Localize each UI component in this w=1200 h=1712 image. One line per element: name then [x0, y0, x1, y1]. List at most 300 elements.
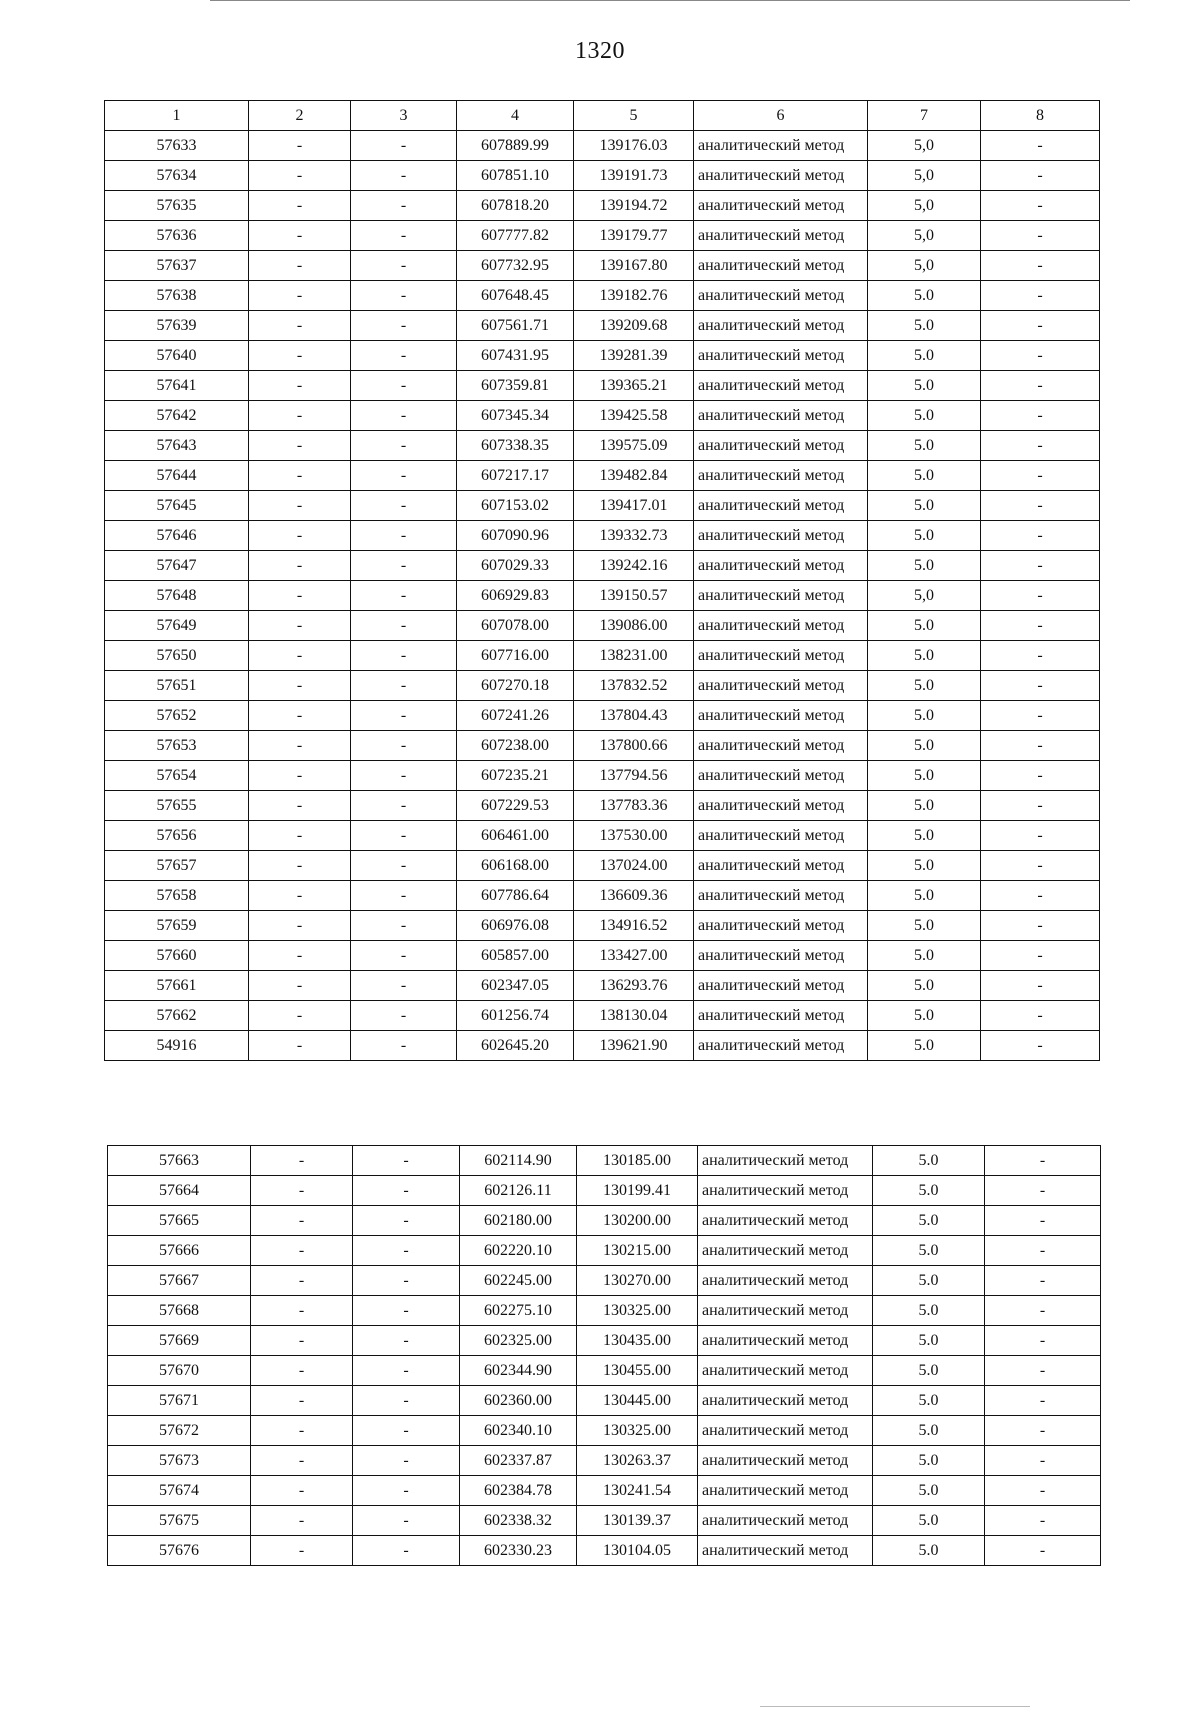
- col-4-cell: 606461.00: [457, 821, 574, 851]
- col-8-cell: -: [981, 431, 1100, 461]
- col-8-cell: -: [981, 551, 1100, 581]
- col-3-cell: -: [353, 1476, 460, 1506]
- col-2-cell: -: [251, 1416, 353, 1446]
- table-row: [105, 131, 1100, 161]
- col-7-cell: 5.0: [868, 701, 981, 731]
- col-6-cell: аналитический метод: [694, 761, 868, 791]
- table-1-body: [105, 101, 1100, 1061]
- col-4-cell: 607270.18: [457, 671, 574, 701]
- col-3-cell: -: [351, 551, 457, 581]
- col-8-cell: -: [981, 161, 1100, 191]
- col-3-cell: -: [351, 521, 457, 551]
- col-2-cell: -: [251, 1446, 353, 1476]
- col-6-cell: аналитический метод: [694, 461, 868, 491]
- col-8-cell: -: [985, 1446, 1101, 1476]
- table-row: [108, 1146, 1101, 1176]
- col-5-cell: 139194.72: [574, 191, 694, 221]
- col-2-cell: -: [249, 131, 351, 161]
- col-4-cell: 602245.00: [460, 1266, 577, 1296]
- col-6-cell: аналитический метод: [698, 1476, 873, 1506]
- col-4-cell: 607229.53: [457, 791, 574, 821]
- col-1-cell: 57659: [105, 911, 249, 941]
- col-5-cell: 137804.43: [574, 701, 694, 731]
- col-8-cell: -: [981, 521, 1100, 551]
- col-7-cell: 5.0: [868, 311, 981, 341]
- col-1-cell: 57657: [105, 851, 249, 881]
- col-7-cell: 5.0: [868, 431, 981, 461]
- col-6-cell: аналитический метод: [694, 1031, 868, 1061]
- col-3-cell: -: [351, 671, 457, 701]
- col-1-cell: 57634: [105, 161, 249, 191]
- col-7-cell: 5.0: [868, 551, 981, 581]
- col-8-cell: -: [985, 1356, 1101, 1386]
- col-2-cell: -: [249, 191, 351, 221]
- col-2-cell: -: [251, 1506, 353, 1536]
- table-row: [105, 521, 1100, 551]
- col-1-cell: 57656: [105, 821, 249, 851]
- col-8-cell: -: [985, 1476, 1101, 1506]
- col-3-cell: -: [351, 821, 457, 851]
- col-2-cell: -: [249, 491, 351, 521]
- table-row: [105, 671, 1100, 701]
- col-5-cell: 137024.00: [574, 851, 694, 881]
- col-8-cell: -: [985, 1236, 1101, 1266]
- col-2-cell: -: [249, 431, 351, 461]
- col-2-cell: -: [249, 1001, 351, 1031]
- header-cell-3: 3: [351, 101, 457, 131]
- col-7-cell: 5,0: [868, 251, 981, 281]
- col-3-cell: -: [353, 1506, 460, 1536]
- col-6-cell: аналитический метод: [698, 1386, 873, 1416]
- col-2-cell: -: [249, 791, 351, 821]
- col-5-cell: 139332.73: [574, 521, 694, 551]
- col-4-cell: 607359.81: [457, 371, 574, 401]
- col-4-cell: 606976.08: [457, 911, 574, 941]
- col-1-cell: 57644: [105, 461, 249, 491]
- col-5-cell: 137530.00: [574, 821, 694, 851]
- col-7-cell: 5.0: [868, 281, 981, 311]
- col-6-cell: аналитический метод: [694, 641, 868, 671]
- col-5-cell: 139621.90: [574, 1031, 694, 1061]
- table-row: [105, 191, 1100, 221]
- col-2-cell: -: [249, 221, 351, 251]
- col-8-cell: -: [981, 371, 1100, 401]
- col-7-cell: 5.0: [873, 1236, 985, 1266]
- col-8-cell: -: [985, 1386, 1101, 1416]
- col-5-cell: 139086.00: [574, 611, 694, 641]
- col-4-cell: 607732.95: [457, 251, 574, 281]
- table-row: [105, 581, 1100, 611]
- col-5-cell: 139482.84: [574, 461, 694, 491]
- col-1-cell: 57641: [105, 371, 249, 401]
- col-5-cell: 130325.00: [577, 1296, 698, 1326]
- col-7-cell: 5,0: [868, 581, 981, 611]
- col-3-cell: -: [351, 161, 457, 191]
- col-5-cell: 133427.00: [574, 941, 694, 971]
- col-8-cell: -: [985, 1416, 1101, 1446]
- col-5-cell: 130435.00: [577, 1326, 698, 1356]
- col-1-cell: 57637: [105, 251, 249, 281]
- col-2-cell: -: [249, 401, 351, 431]
- col-2-cell: -: [249, 611, 351, 641]
- col-1-cell: 57633: [105, 131, 249, 161]
- col-2-cell: -: [249, 1031, 351, 1061]
- col-7-cell: 5.0: [873, 1416, 985, 1446]
- col-6-cell: аналитический метод: [694, 791, 868, 821]
- col-6-cell: аналитический метод: [698, 1266, 873, 1296]
- table-row: [105, 401, 1100, 431]
- table-row: [105, 851, 1100, 881]
- table-row: [108, 1416, 1101, 1446]
- col-6-cell: аналитический метод: [694, 911, 868, 941]
- col-2-cell: -: [251, 1356, 353, 1386]
- col-8-cell: -: [981, 221, 1100, 251]
- col-4-cell: 605857.00: [457, 941, 574, 971]
- col-1-cell: 57649: [105, 611, 249, 641]
- col-6-cell: аналитический метод: [698, 1176, 873, 1206]
- col-3-cell: -: [353, 1416, 460, 1446]
- col-7-cell: 5.0: [868, 1001, 981, 1031]
- col-6-cell: аналитический метод: [694, 191, 868, 221]
- col-8-cell: -: [981, 191, 1100, 221]
- col-3-cell: -: [351, 281, 457, 311]
- col-8-cell: -: [981, 311, 1100, 341]
- col-3-cell: -: [351, 881, 457, 911]
- col-4-cell: 607090.96: [457, 521, 574, 551]
- table-row: [105, 881, 1100, 911]
- table-row: [108, 1326, 1101, 1356]
- col-3-cell: -: [353, 1176, 460, 1206]
- col-1-cell: 57652: [105, 701, 249, 731]
- col-1-cell: 57667: [108, 1266, 251, 1296]
- col-8-cell: -: [981, 401, 1100, 431]
- header-cell-6: 6: [694, 101, 868, 131]
- bottom-scan-line: [760, 1706, 1030, 1707]
- col-1-cell: 57675: [108, 1506, 251, 1536]
- col-1-cell: 57651: [105, 671, 249, 701]
- col-3-cell: -: [351, 431, 457, 461]
- table-row: [108, 1356, 1101, 1386]
- col-8-cell: -: [981, 701, 1100, 731]
- col-5-cell: 130270.00: [577, 1266, 698, 1296]
- col-7-cell: 5.0: [873, 1326, 985, 1356]
- col-2-cell: -: [249, 581, 351, 611]
- table-row: [105, 971, 1100, 1001]
- col-3-cell: -: [351, 311, 457, 341]
- col-6-cell: аналитический метод: [694, 131, 868, 161]
- col-8-cell: -: [985, 1536, 1101, 1566]
- col-2-cell: -: [249, 941, 351, 971]
- col-6-cell: аналитический метод: [694, 311, 868, 341]
- col-8-cell: -: [981, 881, 1100, 911]
- col-3-cell: -: [351, 131, 457, 161]
- col-3-cell: -: [351, 401, 457, 431]
- col-7-cell: 5.0: [873, 1296, 985, 1326]
- table-row: [105, 311, 1100, 341]
- col-4-cell: 607716.00: [457, 641, 574, 671]
- col-1-cell: 57653: [105, 731, 249, 761]
- table-row: [105, 371, 1100, 401]
- col-7-cell: 5.0: [868, 971, 981, 1001]
- col-1-cell: 57663: [108, 1146, 251, 1176]
- col-7-cell: 5.0: [873, 1476, 985, 1506]
- col-7-cell: 5.0: [868, 941, 981, 971]
- col-3-cell: -: [351, 851, 457, 881]
- col-3-cell: -: [351, 371, 457, 401]
- col-6-cell: аналитический метод: [694, 611, 868, 641]
- col-5-cell: 130104.05: [577, 1536, 698, 1566]
- col-2-cell: -: [249, 371, 351, 401]
- table-row: [105, 161, 1100, 191]
- col-3-cell: -: [351, 1001, 457, 1031]
- col-2-cell: -: [249, 731, 351, 761]
- col-4-cell: 602330.23: [460, 1536, 577, 1566]
- table-row: [108, 1206, 1101, 1236]
- col-1-cell: 57638: [105, 281, 249, 311]
- col-6-cell: аналитический метод: [698, 1146, 873, 1176]
- col-5-cell: 139425.58: [574, 401, 694, 431]
- col-3-cell: -: [351, 791, 457, 821]
- col-4-cell: 602325.00: [460, 1326, 577, 1356]
- col-4-cell: 607217.17: [457, 461, 574, 491]
- col-1-cell: 57646: [105, 521, 249, 551]
- col-7-cell: 5.0: [873, 1206, 985, 1236]
- coordinates-table-2: [107, 1145, 1101, 1566]
- col-7-cell: 5,0: [868, 221, 981, 251]
- col-2-cell: -: [251, 1476, 353, 1506]
- col-5-cell: 139417.01: [574, 491, 694, 521]
- col-2-cell: -: [251, 1296, 353, 1326]
- table-row: [105, 791, 1100, 821]
- col-3-cell: -: [353, 1266, 460, 1296]
- table-row: [108, 1476, 1101, 1506]
- col-2-cell: -: [249, 671, 351, 701]
- col-7-cell: 5.0: [868, 791, 981, 821]
- col-1-cell: 57645: [105, 491, 249, 521]
- col-5-cell: 139191.73: [574, 161, 694, 191]
- col-6-cell: аналитический метод: [698, 1206, 873, 1236]
- col-5-cell: 139242.16: [574, 551, 694, 581]
- table-row: [105, 641, 1100, 671]
- col-4-cell: 607431.95: [457, 341, 574, 371]
- col-2-cell: -: [251, 1536, 353, 1566]
- col-5-cell: 139281.39: [574, 341, 694, 371]
- col-5-cell: 139167.80: [574, 251, 694, 281]
- col-3-cell: -: [351, 971, 457, 1001]
- col-2-cell: -: [249, 971, 351, 1001]
- table-row: [105, 221, 1100, 251]
- col-8-cell: -: [985, 1176, 1101, 1206]
- col-1-cell: 57647: [105, 551, 249, 581]
- col-6-cell: аналитический метод: [694, 161, 868, 191]
- col-8-cell: -: [981, 251, 1100, 281]
- header-cell-4: 4: [457, 101, 574, 131]
- col-2-cell: -: [249, 761, 351, 791]
- col-7-cell: 5.0: [873, 1356, 985, 1386]
- col-1-cell: 57655: [105, 791, 249, 821]
- col-6-cell: аналитический метод: [694, 671, 868, 701]
- col-1-cell: 57669: [108, 1326, 251, 1356]
- col-4-cell: 602114.90: [460, 1146, 577, 1176]
- col-7-cell: 5.0: [868, 461, 981, 491]
- col-3-cell: -: [351, 911, 457, 941]
- col-7-cell: 5.0: [868, 341, 981, 371]
- col-4-cell: 607851.10: [457, 161, 574, 191]
- col-1-cell: 57640: [105, 341, 249, 371]
- col-7-cell: 5.0: [873, 1146, 985, 1176]
- col-2-cell: -: [249, 551, 351, 581]
- col-4-cell: 602338.32: [460, 1506, 577, 1536]
- col-1-cell: 57636: [105, 221, 249, 251]
- col-1-cell: 57662: [105, 1001, 249, 1031]
- col-6-cell: аналитический метод: [694, 491, 868, 521]
- col-8-cell: -: [981, 851, 1100, 881]
- col-8-cell: -: [981, 611, 1100, 641]
- top-scan-line: [210, 0, 1130, 1]
- col-4-cell: 607786.64: [457, 881, 574, 911]
- col-2-cell: -: [249, 821, 351, 851]
- col-7-cell: 5.0: [868, 881, 981, 911]
- table-row: [105, 821, 1100, 851]
- col-4-cell: 607345.34: [457, 401, 574, 431]
- col-7-cell: 5.0: [868, 521, 981, 551]
- col-7-cell: 5,0: [868, 131, 981, 161]
- col-5-cell: 137832.52: [574, 671, 694, 701]
- col-7-cell: 5.0: [873, 1176, 985, 1206]
- col-6-cell: аналитический метод: [698, 1236, 873, 1266]
- col-5-cell: 139182.76: [574, 281, 694, 311]
- col-3-cell: -: [351, 491, 457, 521]
- col-4-cell: 607238.00: [457, 731, 574, 761]
- col-1-cell: 57639: [105, 311, 249, 341]
- col-7-cell: 5.0: [868, 1031, 981, 1061]
- col-3-cell: -: [351, 941, 457, 971]
- col-8-cell: -: [981, 491, 1100, 521]
- table-row: [108, 1386, 1101, 1416]
- col-4-cell: 607078.00: [457, 611, 574, 641]
- col-3-cell: -: [351, 191, 457, 221]
- col-8-cell: -: [981, 761, 1100, 791]
- col-5-cell: 130199.41: [577, 1176, 698, 1206]
- col-8-cell: -: [981, 281, 1100, 311]
- col-8-cell: -: [981, 131, 1100, 161]
- col-6-cell: аналитический метод: [694, 1001, 868, 1031]
- col-2-cell: -: [249, 461, 351, 491]
- table-row: [108, 1176, 1101, 1206]
- col-7-cell: 5.0: [868, 761, 981, 791]
- col-7-cell: 5.0: [873, 1536, 985, 1566]
- col-3-cell: -: [351, 761, 457, 791]
- col-8-cell: -: [981, 581, 1100, 611]
- table-row: [108, 1296, 1101, 1326]
- col-2-cell: -: [251, 1236, 353, 1266]
- table-2-body: [108, 1146, 1101, 1566]
- header-cell-1: 1: [105, 101, 249, 131]
- col-4-cell: 602360.00: [460, 1386, 577, 1416]
- col-1-cell: 57642: [105, 401, 249, 431]
- table-row: [105, 941, 1100, 971]
- col-7-cell: 5.0: [873, 1386, 985, 1416]
- col-3-cell: -: [351, 221, 457, 251]
- col-4-cell: 607889.99: [457, 131, 574, 161]
- col-3-cell: -: [353, 1206, 460, 1236]
- table-row: [105, 911, 1100, 941]
- table-header-row: [105, 101, 1100, 131]
- col-1-cell: 57661: [105, 971, 249, 1001]
- col-4-cell: 606168.00: [457, 851, 574, 881]
- col-6-cell: аналитический метод: [694, 221, 868, 251]
- col-5-cell: 130445.00: [577, 1386, 698, 1416]
- header-cell-8: 8: [981, 101, 1100, 131]
- col-7-cell: 5.0: [868, 731, 981, 761]
- col-7-cell: 5,0: [868, 161, 981, 191]
- col-2-cell: -: [249, 911, 351, 941]
- col-3-cell: -: [353, 1236, 460, 1266]
- col-2-cell: -: [249, 851, 351, 881]
- col-4-cell: 602645.20: [457, 1031, 574, 1061]
- col-5-cell: 136609.36: [574, 881, 694, 911]
- col-2-cell: -: [251, 1206, 353, 1236]
- col-7-cell: 5,0: [868, 191, 981, 221]
- col-3-cell: -: [353, 1536, 460, 1566]
- col-2-cell: -: [249, 881, 351, 911]
- col-5-cell: 130215.00: [577, 1236, 698, 1266]
- col-5-cell: 139176.03: [574, 131, 694, 161]
- col-6-cell: аналитический метод: [694, 371, 868, 401]
- col-7-cell: 5.0: [868, 851, 981, 881]
- col-8-cell: -: [985, 1326, 1101, 1356]
- col-8-cell: -: [981, 731, 1100, 761]
- col-7-cell: 5.0: [868, 641, 981, 671]
- col-3-cell: -: [351, 611, 457, 641]
- col-3-cell: -: [351, 341, 457, 371]
- col-1-cell: 57670: [108, 1356, 251, 1386]
- col-6-cell: аналитический метод: [698, 1446, 873, 1476]
- col-2-cell: -: [249, 161, 351, 191]
- col-6-cell: аналитический метод: [694, 821, 868, 851]
- col-7-cell: 5.0: [873, 1506, 985, 1536]
- col-8-cell: -: [981, 821, 1100, 851]
- table-row: [105, 251, 1100, 281]
- col-2-cell: -: [249, 641, 351, 671]
- table-row: [108, 1506, 1101, 1536]
- col-7-cell: 5.0: [868, 371, 981, 401]
- col-7-cell: 5.0: [868, 671, 981, 701]
- col-2-cell: -: [251, 1176, 353, 1206]
- table-row: [108, 1536, 1101, 1566]
- table-row: [105, 1031, 1100, 1061]
- col-6-cell: аналитический метод: [698, 1416, 873, 1446]
- col-3-cell: -: [351, 701, 457, 731]
- col-6-cell: аналитический метод: [694, 581, 868, 611]
- col-8-cell: -: [981, 1031, 1100, 1061]
- col-3-cell: -: [351, 641, 457, 671]
- table-row: [108, 1236, 1101, 1266]
- col-3-cell: -: [353, 1146, 460, 1176]
- col-5-cell: 137794.56: [574, 761, 694, 791]
- col-8-cell: -: [981, 641, 1100, 671]
- col-6-cell: аналитический метод: [694, 281, 868, 311]
- col-5-cell: 130139.37: [577, 1506, 698, 1536]
- col-4-cell: 607029.33: [457, 551, 574, 581]
- header-cell-7: 7: [868, 101, 981, 131]
- col-8-cell: -: [981, 341, 1100, 371]
- col-4-cell: 607338.35: [457, 431, 574, 461]
- table-row: [105, 761, 1100, 791]
- col-2-cell: -: [251, 1266, 353, 1296]
- col-8-cell: -: [981, 1001, 1100, 1031]
- col-7-cell: 5.0: [873, 1446, 985, 1476]
